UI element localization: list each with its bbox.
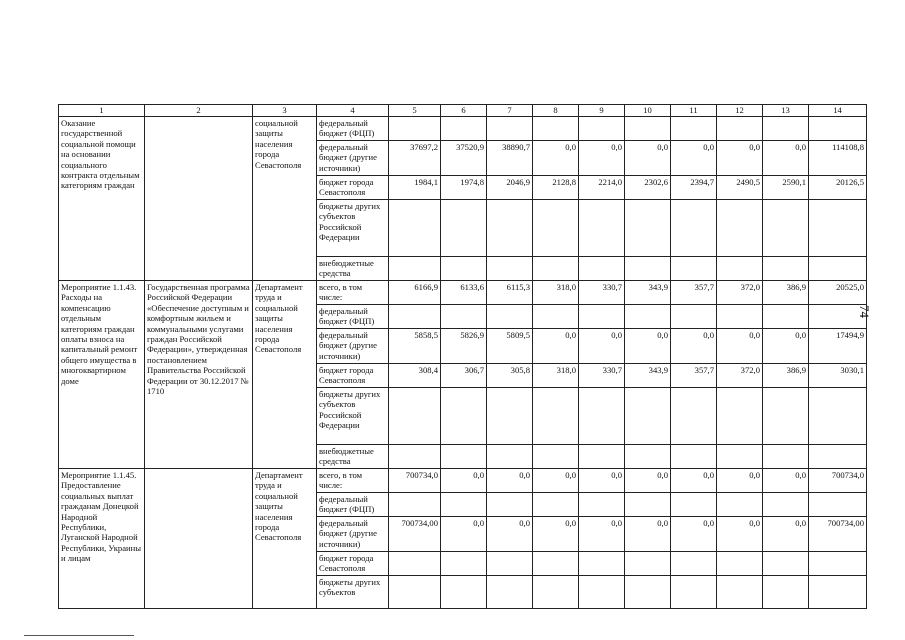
value-cell: 0,0: [763, 469, 809, 493]
funding-source: федеральный бюджет (другие источники): [317, 517, 389, 552]
value-cell: 0,0: [763, 329, 809, 364]
column-header: 14: [809, 105, 867, 117]
value-cell: [763, 445, 809, 469]
value-cell: 0,0: [579, 329, 625, 364]
value-cell: 114108,8: [809, 141, 867, 176]
value-cell: 2394,7: [671, 176, 717, 200]
value-cell: [763, 257, 809, 281]
value-cell: [625, 576, 671, 609]
value-cell: 318,0: [533, 364, 579, 388]
value-cell: [579, 576, 625, 609]
value-cell: [487, 388, 533, 445]
value-cell: [763, 305, 809, 329]
value-cell: 20525,0: [809, 281, 867, 305]
funding-source: внебюджетные средства: [317, 445, 389, 469]
value-cell: 38890,7: [487, 141, 533, 176]
value-cell: [625, 445, 671, 469]
value-cell: [533, 117, 579, 141]
column-header: 6: [441, 105, 487, 117]
funding-source: федеральный бюджет (другие источники): [317, 141, 389, 176]
value-cell: [809, 445, 867, 469]
value-cell: 357,7: [671, 281, 717, 305]
page-number: 74: [857, 305, 872, 318]
value-cell: 305,8: [487, 364, 533, 388]
value-cell: 1974,8: [441, 176, 487, 200]
value-cell: [441, 388, 487, 445]
value-cell: 308,4: [389, 364, 441, 388]
value-cell: 386,9: [763, 364, 809, 388]
value-cell: 0,0: [671, 469, 717, 493]
value-cell: 306,7: [441, 364, 487, 388]
value-cell: 0,0: [441, 469, 487, 493]
value-cell: 5826,9: [441, 329, 487, 364]
funding-source: федеральный бюджет (ФЦП): [317, 117, 389, 141]
value-cell: [487, 445, 533, 469]
value-cell: [717, 117, 763, 141]
value-cell: 6166,9: [389, 281, 441, 305]
value-cell: 5809,5: [487, 329, 533, 364]
value-cell: [441, 493, 487, 517]
value-cell: 0,0: [533, 517, 579, 552]
value-cell: [389, 576, 441, 609]
value-cell: 0,0: [625, 517, 671, 552]
table-row: [59, 281, 867, 305]
value-cell: 0,0: [763, 517, 809, 552]
value-cell: [533, 576, 579, 609]
value-cell: [533, 388, 579, 445]
value-cell: 0,0: [625, 469, 671, 493]
measure-name: Мероприятие 1.1.43. Расходы на компенсацию отдельным категориям граждан оплаты взноса на капитальный ремонт общего имущества в многоквартирном доме: [59, 281, 145, 469]
column-header: 7: [487, 105, 533, 117]
value-cell: [579, 493, 625, 517]
value-cell: [671, 445, 717, 469]
value-cell: 2590,1: [763, 176, 809, 200]
value-cell: [389, 493, 441, 517]
value-cell: 0,0: [625, 141, 671, 176]
value-cell: [809, 305, 867, 329]
measure-name: Мероприятие 1.1.45. Предоставление социальных выплат гражданам Донецкой Народной Республики, Луганской Народной Республики, Украины и лицам: [59, 469, 145, 609]
column-header: 11: [671, 105, 717, 117]
program-reference: [145, 469, 253, 609]
funding-source: бюджеты других субъектов Российской Федерации: [317, 388, 389, 445]
funding-source: федеральный бюджет (другие источники): [317, 329, 389, 364]
value-cell: [487, 493, 533, 517]
funding-source: внебюджетные средства: [317, 257, 389, 281]
value-cell: [487, 552, 533, 576]
value-cell: 0,0: [533, 469, 579, 493]
value-cell: [389, 388, 441, 445]
value-cell: 0,0: [487, 469, 533, 493]
value-cell: 2214,0: [579, 176, 625, 200]
value-cell: [671, 305, 717, 329]
header-row: [59, 105, 867, 117]
value-cell: [671, 493, 717, 517]
value-cell: [809, 117, 867, 141]
value-cell: 0,0: [717, 329, 763, 364]
value-cell: [763, 493, 809, 517]
value-cell: [625, 388, 671, 445]
executor: Департамент труда и социальной защиты населения города Севастополя: [253, 469, 317, 609]
funding-source: всего, в том числе:: [317, 281, 389, 305]
value-cell: 700734,00: [809, 517, 867, 552]
value-cell: [533, 552, 579, 576]
executor: социальной защиты населения города Севастополя: [253, 117, 317, 281]
value-cell: 343,9: [625, 364, 671, 388]
value-cell: [809, 257, 867, 281]
value-cell: [579, 445, 625, 469]
column-header: 9: [579, 105, 625, 117]
value-cell: [533, 305, 579, 329]
value-cell: [389, 200, 441, 257]
value-cell: [809, 388, 867, 445]
value-cell: [441, 200, 487, 257]
value-cell: 0,0: [671, 517, 717, 552]
value-cell: [625, 493, 671, 517]
value-cell: [441, 576, 487, 609]
value-cell: [389, 117, 441, 141]
value-cell: 0,0: [579, 469, 625, 493]
value-cell: [717, 493, 763, 517]
value-cell: [625, 257, 671, 281]
value-cell: [625, 200, 671, 257]
value-cell: 6115,3: [487, 281, 533, 305]
value-cell: [809, 200, 867, 257]
value-cell: [579, 200, 625, 257]
value-cell: 2046,9: [487, 176, 533, 200]
column-header: 1: [59, 105, 145, 117]
value-cell: 700734,0: [389, 469, 441, 493]
value-cell: 17494,9: [809, 329, 867, 364]
value-cell: [441, 552, 487, 576]
value-cell: [763, 552, 809, 576]
value-cell: [717, 576, 763, 609]
column-header: 3: [253, 105, 317, 117]
value-cell: [487, 305, 533, 329]
funding-source: бюджет города Севастополя: [317, 364, 389, 388]
value-cell: [441, 257, 487, 281]
program-reference: [145, 117, 253, 281]
value-cell: [763, 117, 809, 141]
budget-table: [58, 104, 867, 609]
funding-source: бюджеты других субъектов Российской Федерации: [317, 200, 389, 257]
value-cell: [671, 552, 717, 576]
value-cell: 0,0: [487, 517, 533, 552]
funding-source: федеральный бюджет (ФЦП): [317, 305, 389, 329]
value-cell: 20126,5: [809, 176, 867, 200]
value-cell: 2302,6: [625, 176, 671, 200]
value-cell: 0,0: [579, 517, 625, 552]
value-cell: [763, 388, 809, 445]
value-cell: [579, 305, 625, 329]
value-cell: 372,0: [717, 364, 763, 388]
value-cell: [763, 576, 809, 609]
value-cell: [487, 117, 533, 141]
value-cell: 0,0: [671, 141, 717, 176]
value-cell: [533, 257, 579, 281]
value-cell: [579, 257, 625, 281]
funding-source: бюджет города Севастополя: [317, 176, 389, 200]
value-cell: 0,0: [625, 329, 671, 364]
value-cell: [717, 200, 763, 257]
column-header: 4: [317, 105, 389, 117]
value-cell: [625, 305, 671, 329]
value-cell: [763, 200, 809, 257]
value-cell: [625, 117, 671, 141]
value-cell: [671, 388, 717, 445]
value-cell: 386,9: [763, 281, 809, 305]
value-cell: [389, 305, 441, 329]
value-cell: [389, 552, 441, 576]
value-cell: 0,0: [441, 517, 487, 552]
footer-line: [24, 635, 134, 636]
value-cell: 372,0: [717, 281, 763, 305]
value-cell: 0,0: [671, 329, 717, 364]
value-cell: [487, 257, 533, 281]
value-cell: [579, 388, 625, 445]
column-header: 2: [145, 105, 253, 117]
table-row: [59, 117, 867, 141]
value-cell: 700734,00: [389, 517, 441, 552]
value-cell: [487, 200, 533, 257]
value-cell: [389, 257, 441, 281]
column-header: 10: [625, 105, 671, 117]
value-cell: [487, 576, 533, 609]
value-cell: [389, 445, 441, 469]
value-cell: 3030,1: [809, 364, 867, 388]
value-cell: [441, 305, 487, 329]
value-cell: 37520,9: [441, 141, 487, 176]
value-cell: 330,7: [579, 281, 625, 305]
column-header: 5: [389, 105, 441, 117]
funding-source: федеральный бюджет (ФЦП): [317, 493, 389, 517]
value-cell: [809, 493, 867, 517]
value-cell: 700734,0: [809, 469, 867, 493]
value-cell: [579, 117, 625, 141]
value-cell: [533, 445, 579, 469]
executor: Департамент труда и социальной защиты населения города Севастополя: [253, 281, 317, 469]
value-cell: 0,0: [717, 469, 763, 493]
column-header: 8: [533, 105, 579, 117]
value-cell: [579, 552, 625, 576]
value-cell: [533, 200, 579, 257]
value-cell: [809, 576, 867, 609]
funding-source: всего, в том числе:: [317, 469, 389, 493]
value-cell: 318,0: [533, 281, 579, 305]
value-cell: 1984,1: [389, 176, 441, 200]
funding-source: бюджет города Севастополя: [317, 552, 389, 576]
value-cell: [809, 552, 867, 576]
value-cell: [671, 200, 717, 257]
value-cell: 0,0: [717, 517, 763, 552]
value-cell: [625, 552, 671, 576]
value-cell: 0,0: [533, 329, 579, 364]
value-cell: [717, 257, 763, 281]
value-cell: [671, 117, 717, 141]
value-cell: 0,0: [533, 141, 579, 176]
table-row: [59, 469, 867, 493]
funding-source: бюджеты других субъектов: [317, 576, 389, 609]
value-cell: 0,0: [579, 141, 625, 176]
value-cell: 0,0: [717, 141, 763, 176]
value-cell: 2490,5: [717, 176, 763, 200]
value-cell: [671, 576, 717, 609]
measure-name: Оказание государственной социальной помощи на основании социального контракта отдельным категориям граждан: [59, 117, 145, 281]
value-cell: [717, 388, 763, 445]
value-cell: 343,9: [625, 281, 671, 305]
value-cell: [671, 257, 717, 281]
value-cell: 6133,6: [441, 281, 487, 305]
value-cell: [533, 493, 579, 517]
value-cell: 2128,8: [533, 176, 579, 200]
value-cell: 0,0: [763, 141, 809, 176]
column-header: 12: [717, 105, 763, 117]
value-cell: [717, 305, 763, 329]
column-header: 13: [763, 105, 809, 117]
value-cell: 330,7: [579, 364, 625, 388]
value-cell: [717, 552, 763, 576]
program-reference: Государственная программа Российской Федерации «Обеспечение доступным и комфортным жильем и коммунальными услугами граждан Российской Федерации», утвержденная постановлением Правительства Российской Федерации от 30.12.2017 № 1710: [145, 281, 253, 469]
value-cell: 5858,5: [389, 329, 441, 364]
value-cell: 37697,2: [389, 141, 441, 176]
value-cell: 357,7: [671, 364, 717, 388]
value-cell: [441, 117, 487, 141]
value-cell: [717, 445, 763, 469]
value-cell: [441, 445, 487, 469]
